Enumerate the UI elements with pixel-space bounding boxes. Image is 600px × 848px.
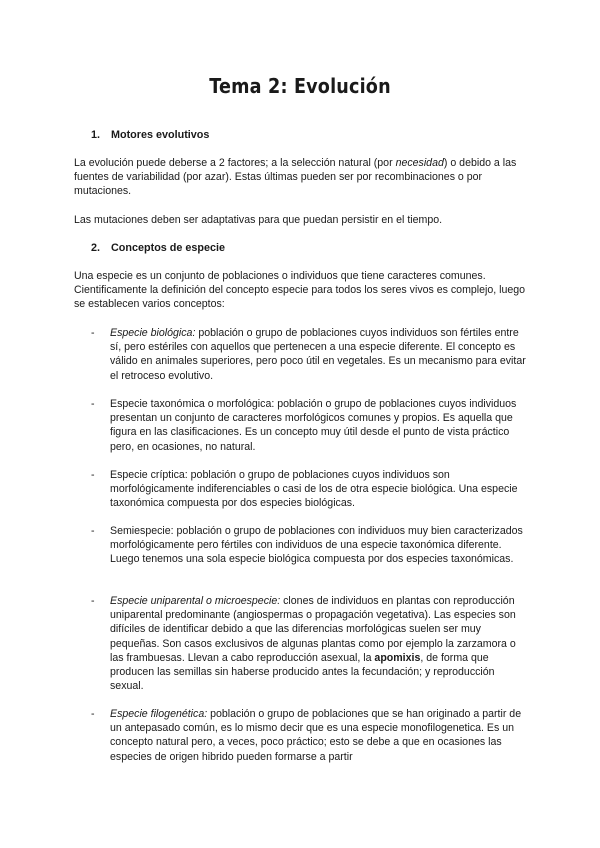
list-bullet: -: [91, 595, 95, 607]
list-bullet: -: [91, 398, 95, 410]
term-label: Especie biológica:: [110, 327, 196, 339]
section-title: Conceptos de especie: [111, 242, 226, 254]
term-label: Especie filogenética:: [110, 708, 208, 720]
definition-text: población o grupo de poblaciones que se han originado a partir de un antepasado común, es lo mismo decir que es una especie monofilogenetica. Es un concepto natural pero, a veces, poco práctico; esto se debe a que en ocasiones las especies de origen hibrido pueden formarse a partir: [110, 708, 522, 763]
list-item-text: Especie críptica: población o grupo de poblaciones cuyos individuos son morfológicamente indiferenciables o casi de los de otra especie biológica. Una especie taxonómica compuesta por dos especies biológicas.: [110, 469, 518, 510]
list-bullet: -: [91, 525, 95, 537]
list-item-text: Especie taxonómica o morfológica: población o grupo de poblaciones cuyos individuos presentan un conjunto de caracteres morfológicos comunes y propios. Es aquella que figura en las clasificaciones. Es un concepto muy útil desde el punto de vista práctico pero, en ocasiones, no natural.: [110, 398, 517, 453]
list-bullet: -: [91, 469, 95, 481]
definition-text: población o grupo de poblaciones cuyos individuos son fértiles entre sí, pero estériles con aquellos que pertenecen a una especie diferente. El concepto es válido en animales superiores, pero poco útil en vegetales. Es un mecanismo para evitar el retroceso evolutivo.: [110, 327, 526, 382]
section-number: 1.: [91, 129, 101, 141]
page-title: Tema 2: Evolución: [209, 74, 391, 98]
paragraph-emphasis: necesidad: [395, 157, 444, 169]
section-title: Motores evolutivos: [111, 129, 210, 141]
paragraph-text: ) o debido a las fuentes de variabilidad (por azar). Estas últimas pueden ser por recombinaciones o por mutaciones.: [74, 157, 517, 198]
list-item-text: Semiespecie: población o grupo de poblaciones con individuos muy bien caracterizados morfológicamente pero fértiles con individuos de una especie taxonómica diferente. Luego tenemos una sola especie biológica compuesta por dos especies taxonómicas.: [110, 525, 523, 566]
definition-text: clones de individuos en plantas con reproducción uniparental predominante (angiospermas o propagación vegetativa). Las especies son difíciles de identificar debido a que las diferencias morfológicas suelen ser muy pequeñas. Son casos exclusivos de algunas plantas como por ejemplo la zarzamora o las frambuesas. Llevan a cabo reproducción asexual, la: [110, 595, 516, 664]
term-label: Especie uniparental o microespecie:: [110, 595, 281, 607]
section-heading-conceptos: [91, 241, 225, 255]
list-item-text: [110, 594, 530, 693]
paragraph-mutaciones: Las mutaciones deben ser adaptativas para que puedan persistir en el tiempo.: [74, 214, 443, 226]
paragraph-text: La evolución puede deberse a 2 factores; a la selección natural (por: [74, 157, 396, 169]
section-heading-motores: [91, 128, 209, 142]
list-item-text: [110, 326, 530, 383]
list-bullet: -: [91, 708, 95, 720]
list-item-text: [110, 707, 530, 764]
paragraph-intro-especie: Una especie es un conjunto de poblaciones o individuos que tiene caracteres comunes. Cientificamente la definición del concepto especie para todos los seres vivos es complejo, luego se establecen varios conceptos:: [74, 270, 526, 311]
definition-text: , de forma que producen las semillas sin haberse producido antes la fecundación; y reproducción sexual.: [110, 651, 495, 693]
section-number: 2.: [91, 242, 101, 254]
list-bullet: -: [91, 327, 95, 339]
paragraph-factores: [74, 156, 534, 199]
bold-term: apomixis: [374, 651, 421, 664]
